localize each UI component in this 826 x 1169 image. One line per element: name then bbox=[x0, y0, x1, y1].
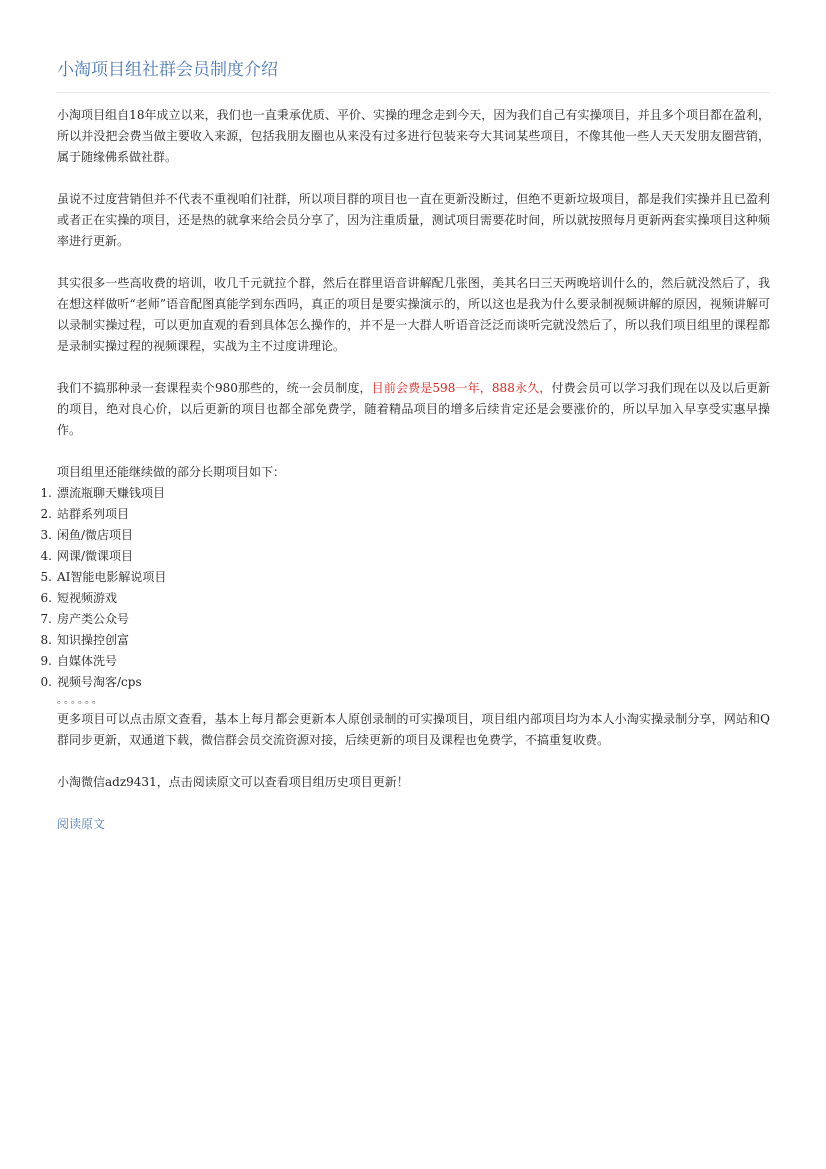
list-item-label: 房产类公众号 bbox=[57, 612, 130, 626]
ellipsis-dots: 。。。。。。 bbox=[57, 695, 104, 706]
paragraph-more-info: 更多项目可以点击原文查看，基本上每月都会更新本人原创录制的可实操项目，项目组内部项目均为本人小淘实操录制分享，网站和Q群同步更新，双通道下载，微信群会员交流资源对接，后续更新的项目及课程也免费学，不搞重复收费。 bbox=[57, 712, 770, 747]
list-item bbox=[40, 630, 770, 651]
pricing-before: 我们不搞那种录一套课程卖个980那些的，统一会员制度， bbox=[57, 381, 372, 395]
project-list-intro: 项目组里还能继续做的部分长期项目如下： bbox=[57, 465, 286, 479]
list-item-number: 1. bbox=[40, 486, 52, 500]
paragraph-pricing bbox=[57, 378, 770, 441]
list-item bbox=[40, 609, 770, 630]
list-item-number: 0. bbox=[40, 675, 52, 689]
paragraph-contact: 小淘微信adz9431，点击阅读原文可以查看项目组历史项目更新！ bbox=[57, 775, 409, 789]
list-item bbox=[40, 504, 770, 525]
list-item-number: 4. bbox=[40, 549, 52, 563]
project-list bbox=[40, 483, 770, 693]
list-item-number: 3. bbox=[40, 528, 52, 542]
list-item bbox=[40, 567, 770, 588]
paragraph-updates: 虽说不过度营销但并不代表不重视咱们社群，所以项目群的项目也一直在更新没断过，但绝不更新垃圾项目，都是我们实操并且已盈利或者正在实操的项目，还是热的就拿来给会员分享了，因为注重质量，测试项目需要花时间，所以就按照每月更新两套实操项目这种频率进行更新。 bbox=[57, 192, 770, 248]
list-item-number: 8. bbox=[40, 633, 52, 647]
pricing-after: 付费会员可以学习我们现在以及以后更新的项目，绝对良心价，以后更新的项目也都全部免费学，随着精品项目的增多后续肯定还是会要涨价的，所以早加入早享受实惠早操作。 bbox=[57, 381, 770, 437]
list-item-label: 闲鱼/微店项目 bbox=[57, 528, 134, 542]
list-item-label: AI智能电影解说项目 bbox=[57, 570, 167, 584]
list-item bbox=[40, 525, 770, 546]
list-item-label: 网课/微课项目 bbox=[57, 549, 134, 563]
list-item bbox=[40, 651, 770, 672]
list-item-number: 6. bbox=[40, 591, 52, 605]
list-item-number: 2. bbox=[40, 507, 52, 521]
list-item-label: 站群系列项目 bbox=[57, 507, 130, 521]
list-item bbox=[40, 546, 770, 567]
page-title: 小淘项目组社群会员制度介绍 bbox=[57, 58, 770, 93]
article bbox=[40, 58, 770, 835]
paragraph-training: 其实很多一些高收费的培训，收几千元就拉个群，然后在群里语音讲解配几张图，美其名曰三天两晚培训什么的，然后就没然后了，我在想这样做听“老师”语音配图真能学到东西吗，真正的项目是要实操演示的，所以这也是我为什么要录制视频讲解的原因，视频讲解可以录制实操过程，可以更加直观的看到具体怎么操作的，并不是一大群人听语音泛泛而谈听完就没然后了，所以我们项目组里的课程都是录制实操过程的视频课程，实战为主不过度讲理论。 bbox=[57, 276, 770, 353]
list-item-number: 9. bbox=[40, 654, 52, 668]
read-original-link[interactable]: 阅读原文 bbox=[57, 817, 106, 831]
list-item-label: 知识操控创富 bbox=[57, 633, 130, 647]
article-body bbox=[40, 105, 770, 835]
paragraph-intro: 小淘项目组自18年成立以来，我们也一直秉承优质、平价、实操的理念走到今天，因为我们自己有实操项目，并且多个项目都在盈利，所以并没把会费当做主要收入来源，包括我朋友圈也从来没有过多进行包装来夸大其词某些项目，不像其他一些人天天发朋友圈营销，属于随缘佛系做社群。 bbox=[57, 108, 770, 164]
pricing-highlight: 目前会费是598一年，888永久， bbox=[371, 381, 552, 395]
list-item bbox=[40, 588, 770, 609]
list-item-label: 漂流瓶聊天赚钱项目 bbox=[57, 486, 166, 500]
list-item-label: 视频号淘客/cps bbox=[57, 675, 142, 689]
list-item-label: 短视频游戏 bbox=[57, 591, 118, 605]
list-item bbox=[40, 672, 770, 693]
list-item bbox=[40, 483, 770, 504]
list-item-number: 7. bbox=[40, 612, 52, 626]
list-item-number: 5. bbox=[40, 570, 52, 584]
list-item-label: 自媒体洗号 bbox=[57, 654, 118, 668]
